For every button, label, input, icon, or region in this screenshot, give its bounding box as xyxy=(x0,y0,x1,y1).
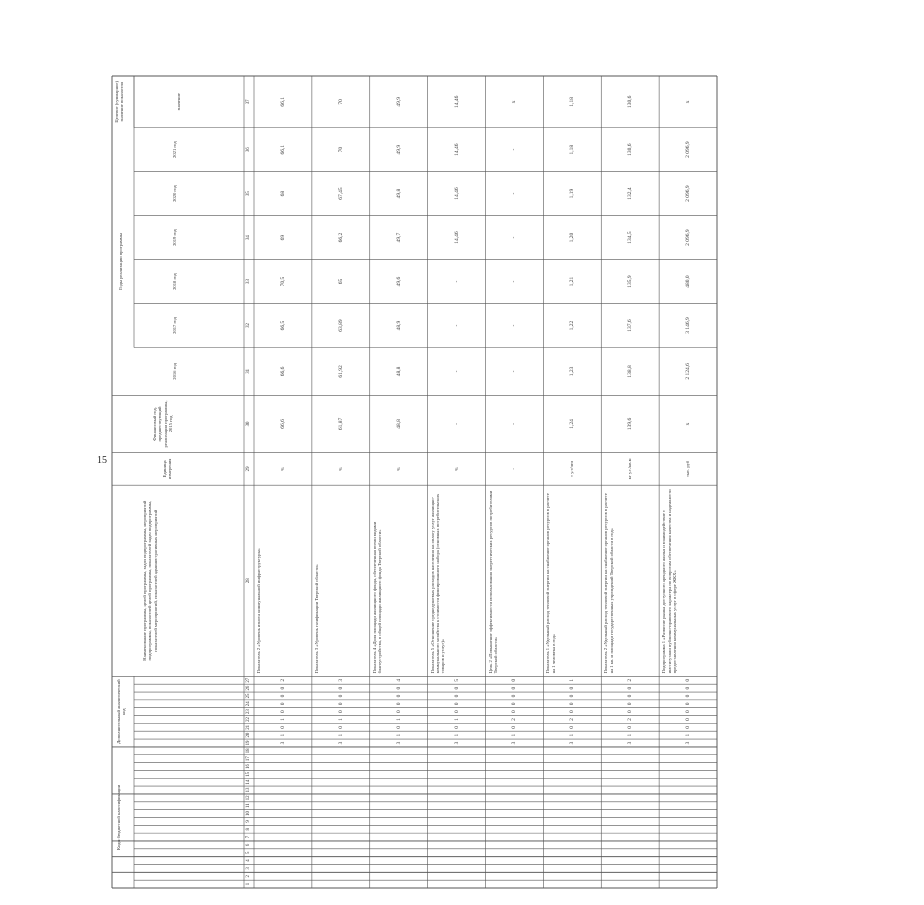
code-cell: 3 xyxy=(627,741,634,745)
code-cell: 0 xyxy=(395,694,402,698)
header-year-2: 2017 год xyxy=(172,317,177,334)
code-cell: 1 xyxy=(395,733,402,737)
row-unit: % xyxy=(395,467,401,471)
code-cell: 1 xyxy=(395,718,402,721)
code-cell: 0 xyxy=(337,686,344,690)
row-value-2017: - xyxy=(453,324,460,327)
code-cell: 0 xyxy=(337,725,344,729)
code-cell: 2 xyxy=(627,678,634,682)
row-value-2017: 63,89 xyxy=(337,319,344,332)
row-value-2018: 1,21 xyxy=(569,276,576,287)
row-base: 61,87 xyxy=(337,417,344,431)
header-codes-group: Коды бюджетной классификации xyxy=(116,784,121,850)
row-value-2019: 2 096,9 xyxy=(685,229,692,246)
col-number: 18 xyxy=(246,748,251,754)
col-number: 3 xyxy=(246,867,251,870)
row-unit: % xyxy=(453,467,459,471)
row-value-2016: 66,6 xyxy=(279,366,286,377)
col-number: 26 xyxy=(246,685,251,691)
row-value-2018: - xyxy=(453,280,460,283)
code-cell: 0 xyxy=(627,710,634,714)
row-value-2018: 480,0 xyxy=(685,275,692,288)
col-number: 37 xyxy=(246,99,251,105)
code-cell: 0 xyxy=(569,710,576,714)
col-number: 30 xyxy=(246,421,251,427)
row-value-2016: 61,92 xyxy=(337,365,344,378)
row-value-2018: - xyxy=(511,280,518,283)
row-value-2021: 1,18 xyxy=(569,144,576,155)
code-cell: 5 xyxy=(453,678,460,682)
code-cell: 4 xyxy=(395,678,402,682)
header-name: Наименование программы, целей программы, задач подпрограммы, мероприятий подпрограммы, показателей целей программы, показателей задач подпрограммы, показателей мероприятий, показателей административных мероприятий xyxy=(142,500,158,661)
code-cell: 0 xyxy=(279,686,286,690)
code-cell: 0 xyxy=(395,710,402,714)
code-cell: 0 xyxy=(685,702,692,706)
header-year-1: 2016 год xyxy=(172,363,177,380)
col-number: 32 xyxy=(246,323,251,328)
col-number: 31 xyxy=(246,369,251,374)
code-cell: 0 xyxy=(279,702,286,706)
row-target: 14,46 xyxy=(453,95,460,109)
row-value-2017: 1,22 xyxy=(569,320,576,331)
code-cell: 0 xyxy=(453,702,460,706)
rotated-table xyxy=(112,81,924,888)
code-cell: 0 xyxy=(627,702,634,706)
row-value-2019: 134,5 xyxy=(627,231,634,244)
col-number: 6 xyxy=(246,843,251,847)
code-cell: 3 xyxy=(337,678,344,682)
row-value-2021: 70 xyxy=(337,146,344,153)
code-cell: 0 xyxy=(511,710,518,714)
row-name: Подпрограмма 1 «Развитие рынка доступного арендного жилья и взаимодействие с институтами публично-правового характера по вопросам обеспечения качества и надежности предоставления коммунальных услуг в сфере ЖКХ» xyxy=(661,489,677,674)
col-number: 15 xyxy=(246,771,251,777)
code-cell: 0 xyxy=(337,710,344,714)
code-cell: 0 xyxy=(453,725,460,729)
row-value-2020: 2 096,9 xyxy=(685,185,692,202)
code-cell: 0 xyxy=(685,694,692,698)
code-cell: 3 xyxy=(569,741,576,745)
row-value-2019: - xyxy=(511,236,518,239)
col-number: 33 xyxy=(246,279,251,284)
code-cell: 1 xyxy=(279,718,286,721)
col-number: 12 xyxy=(246,795,251,801)
code-cell: 0 xyxy=(685,710,692,714)
col-number: 13 xyxy=(246,787,251,793)
code-cell: 3 xyxy=(279,741,286,745)
code-cell: 1 xyxy=(511,733,518,737)
code-cell: 0 xyxy=(279,710,286,714)
row-unit: кг у.т./кв.м xyxy=(627,458,633,480)
code-cell: 2 xyxy=(627,718,634,721)
code-cell: 3 xyxy=(685,741,692,745)
row-value-2017: 48,9 xyxy=(395,320,402,331)
header-fin-year: Финансовый год, предшествующий реализации программы, 2015 год xyxy=(152,400,174,448)
code-cell: 0 xyxy=(511,702,518,706)
code-cell: 0 xyxy=(279,725,286,729)
col-number: 19 xyxy=(246,740,251,746)
header-unit: Единица измерения xyxy=(162,458,173,480)
col-number: 9 xyxy=(246,820,251,823)
header-year-5: 2020 год xyxy=(172,185,177,202)
row-base: 48,8 xyxy=(395,419,402,429)
code-cell: 0 xyxy=(685,678,692,682)
row-value-2018: 49,6 xyxy=(395,276,402,287)
row-value-2020: - xyxy=(511,192,518,195)
col-number: 28 xyxy=(246,578,251,584)
code-cell: 2 xyxy=(279,678,286,682)
row-value-2016: - xyxy=(453,370,460,373)
row-value-2021: 66,1 xyxy=(279,144,286,155)
col-number: 11 xyxy=(246,803,251,809)
row-value-2018: 65 xyxy=(337,278,344,285)
code-cell: 0 xyxy=(511,694,518,698)
row-base: 1,24 xyxy=(569,419,576,429)
code-cell: 0 xyxy=(569,686,576,690)
row-value-2019: 14,46 xyxy=(453,231,460,244)
code-cell: 1 xyxy=(337,733,344,737)
code-cell: 0 xyxy=(627,686,634,690)
row-base: - xyxy=(511,423,518,425)
row-unit: % xyxy=(337,467,343,471)
code-cell: 1 xyxy=(337,718,344,721)
col-number: 8 xyxy=(246,828,251,831)
code-cell: 2 xyxy=(569,718,576,721)
header-target-value: значение xyxy=(176,93,181,111)
col-number: 4 xyxy=(246,859,251,862)
header-extra-group: Дополнительный аналитический код xyxy=(116,679,127,744)
row-value-2021: 2 096,9 xyxy=(685,141,692,158)
row-value-2021: 49,9 xyxy=(395,144,402,155)
col-number: 29 xyxy=(246,466,251,472)
code-cell: 1 xyxy=(453,733,460,737)
header-target-group: Целевое (суммарное) значение показателя xyxy=(114,81,125,123)
header-year-6: 2021 год xyxy=(172,141,177,158)
header-year-4: 2019 год xyxy=(172,229,177,246)
code-cell: 0 xyxy=(627,725,634,729)
col-number: 35 xyxy=(246,191,251,196)
row-value-2019: 49,7 xyxy=(395,232,402,243)
row-value-2016: - xyxy=(511,370,518,373)
row-base: x xyxy=(685,422,692,426)
code-cell: 0 xyxy=(685,718,692,721)
code-cell: 0 xyxy=(279,694,286,698)
row-name: Показатель 3 «Уровень газификации Тверской области» xyxy=(313,564,319,674)
col-number: 17 xyxy=(246,756,251,762)
code-cell: 3 xyxy=(511,741,518,745)
row-unit: % xyxy=(279,467,285,471)
col-number: 14 xyxy=(246,779,251,785)
row-base: - xyxy=(453,423,460,425)
row-name: Показатель 1 «Удельный расход тепловой энергии на снабжение органов ресурсов в расчете на 1 человека в год» xyxy=(545,493,556,674)
col-number: 27 xyxy=(246,677,251,683)
code-cell: 0 xyxy=(627,694,634,698)
row-value-2020: 68 xyxy=(279,190,286,197)
row-name: Показатель 2 «Удельный расход тепловой энергии на снабжение органов ресурсов в расчете на 1 кв. м площади государственных учреждений Тверской области в год» xyxy=(603,493,614,674)
row-value-2021: - xyxy=(511,148,518,151)
col-number: 24 xyxy=(246,701,251,707)
col-number: 23 xyxy=(246,709,251,715)
row-target: x xyxy=(685,100,692,104)
code-cell: 0 xyxy=(395,725,402,729)
col-number: 7 xyxy=(246,835,251,839)
code-cell: 0 xyxy=(453,686,460,690)
row-value-2016: 2 124,6 xyxy=(685,363,692,380)
row-unit: тыс. руб xyxy=(685,460,691,478)
code-cell: 2 xyxy=(511,718,518,721)
row-name: Показатель 4 «Доля площади жилищного фонда, обеспеченная всеми видами благоустройства, в общей площади жилищного фонда Тверской области» xyxy=(371,521,383,674)
row-name: Цель 2 «Повышение эффективности использования энергетических ресурсов потребителями Тверской области» xyxy=(487,490,498,674)
row-target: 70 xyxy=(337,99,344,105)
code-cell: 3 xyxy=(337,741,344,745)
row-base: 66,6 xyxy=(279,419,286,429)
row-value-2016: 1,23 xyxy=(569,366,576,377)
col-number: 16 xyxy=(246,764,251,769)
header-years-group: Годы реализации программы xyxy=(118,233,123,290)
row-target: x xyxy=(511,100,518,104)
col-number: 21 xyxy=(246,724,251,730)
row-value-2019: 69 xyxy=(279,234,286,241)
code-cell: 0 xyxy=(395,686,402,690)
code-cell: 0 xyxy=(337,702,344,706)
row-target: 66,1 xyxy=(279,97,286,107)
col-number: 34 xyxy=(246,235,251,240)
row-value-2019: 1,20 xyxy=(569,232,576,243)
row-value-2018: 70,5 xyxy=(279,276,286,287)
code-cell: 1 xyxy=(569,678,576,682)
col-number: 10 xyxy=(246,811,251,816)
code-cell: 1 xyxy=(453,718,460,721)
code-cell: 1 xyxy=(685,733,692,737)
row-value-2017: - xyxy=(511,324,518,327)
code-cell: 0 xyxy=(569,725,576,729)
code-cell: 0 xyxy=(511,725,518,729)
row-name: Показатель 5 «Отношение среднедушевых расходов населения на оплату услуг жилищно-коммунального хозяйства к стоимости фиксированного набора (основных потребительских товаров и услуг)» xyxy=(429,493,446,674)
row-name: Показатель 2 «Уровень износа коммунальной инфраструктуры» xyxy=(256,548,261,674)
row-value-2019: 66,2 xyxy=(337,232,344,243)
row-value-2017: 3 146,9 xyxy=(685,317,692,334)
col-number: 1 xyxy=(246,882,251,886)
code-cell: 0 xyxy=(453,694,460,698)
row-value-2020: 67,45 xyxy=(337,187,344,200)
row-target: 130,6 xyxy=(627,95,634,109)
col-number: 5 xyxy=(246,851,251,854)
col-number: 2 xyxy=(246,875,251,878)
row-value-2020: 132,4 xyxy=(627,187,634,200)
row-value-2020: 14,46 xyxy=(453,187,460,200)
code-cell: 0 xyxy=(511,686,518,690)
code-cell: 0 xyxy=(569,702,576,706)
row-value-2021: 130,6 xyxy=(627,143,634,156)
code-cell: 1 xyxy=(279,733,286,737)
code-cell: 3 xyxy=(453,741,460,745)
code-cell: 1 xyxy=(569,733,576,737)
code-cell: 3 xyxy=(395,741,402,745)
code-cell: 1 xyxy=(627,733,634,737)
row-unit: - xyxy=(511,468,517,470)
row-value-2021: 14,46 xyxy=(453,143,460,156)
code-cell: 0 xyxy=(685,686,692,690)
code-cell: 0 xyxy=(395,702,402,706)
row-base: 139,6 xyxy=(627,417,634,431)
row-target: 1,18 xyxy=(569,97,576,107)
row-unit: т у.т/чел xyxy=(569,460,575,477)
code-cell: 0 xyxy=(685,725,692,729)
code-cell: 0 xyxy=(511,678,518,682)
row-target: 49,9 xyxy=(395,97,402,107)
col-number: 36 xyxy=(246,147,251,153)
row-value-2020: 1,19 xyxy=(569,188,576,199)
code-cell: 0 xyxy=(453,710,460,714)
row-value-2016: 48,8 xyxy=(395,366,402,377)
code-cell: 0 xyxy=(569,694,576,698)
col-number: 20 xyxy=(246,732,251,738)
col-number: 22 xyxy=(246,717,251,722)
row-value-2018: 135,9 xyxy=(627,275,634,288)
row-value-2017: 137,6 xyxy=(627,319,634,332)
row-value-2017: 66,5 xyxy=(279,320,286,331)
row-value-2016: 138,8 xyxy=(627,365,634,378)
page-number: 15 xyxy=(97,455,107,466)
header-year-3: 2018 год xyxy=(172,273,177,290)
row-value-2020: 49,8 xyxy=(395,188,402,199)
code-cell: 0 xyxy=(337,694,344,698)
col-number: 25 xyxy=(246,693,251,699)
